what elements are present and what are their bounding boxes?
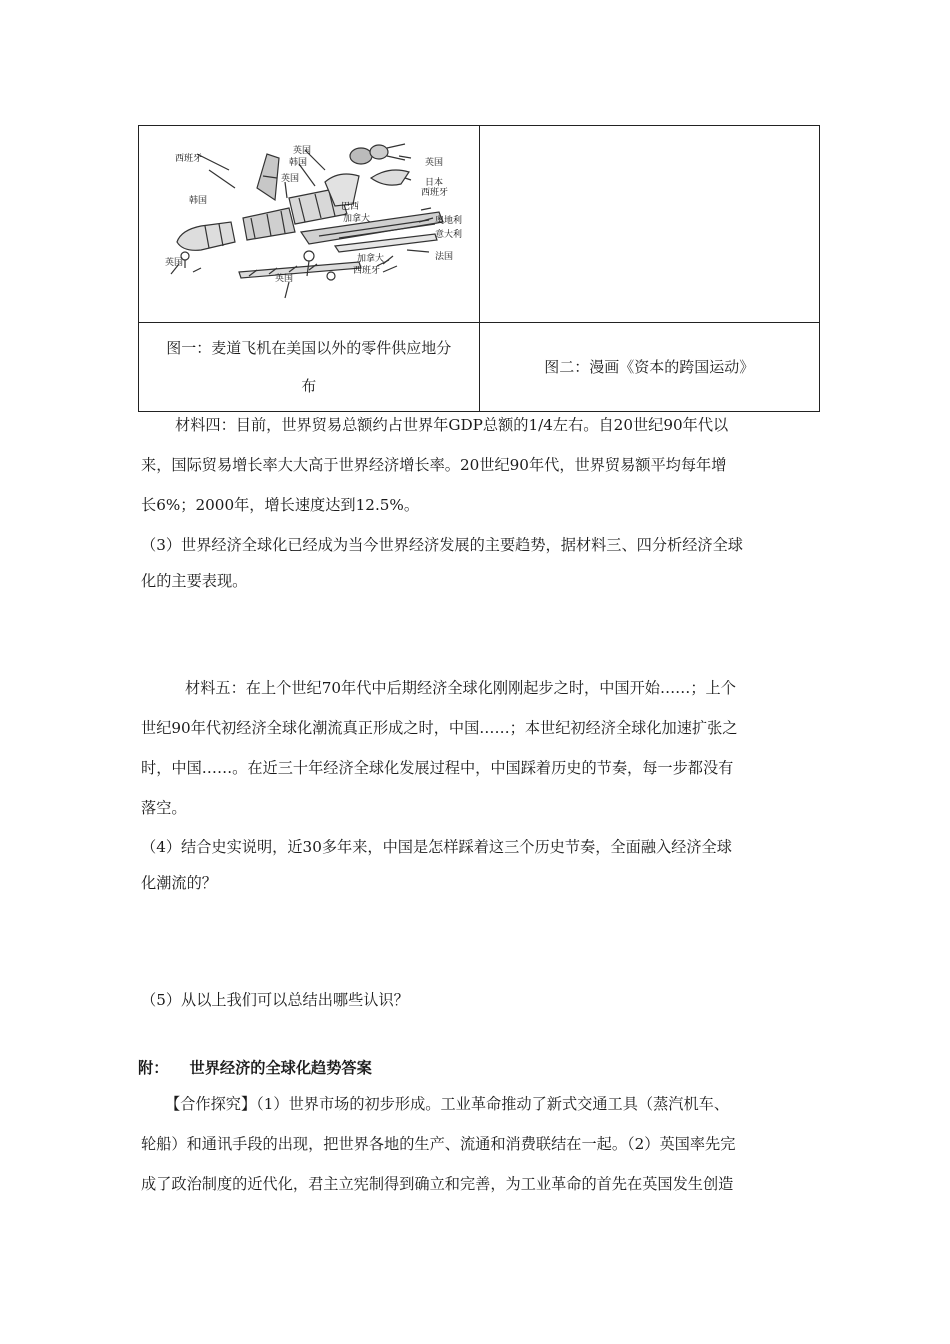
text-line: 时，中国……。在近三十年经济全球化发展过程中，中国踩着历史的节奏，每一步都没有 (141, 759, 734, 777)
text-line: 轮船）和通讯手段的出现，把世界各地的生产、流通和消费联结在一起。（2）英国率先完 (141, 1135, 736, 1153)
label-austria: 奥地利 (435, 216, 463, 226)
label-brazil: 巴西 (341, 202, 360, 212)
material-4-paragraph (141, 405, 811, 525)
label-japan: 日本 (425, 178, 444, 188)
label-korea: 韩国 (289, 158, 308, 168)
label-uk: 英国 (425, 158, 444, 168)
label-france: 法国 (435, 252, 454, 262)
figure-table (138, 125, 820, 412)
material-5-paragraph (141, 668, 811, 828)
text-line: 材料五：在上个世纪70年代中后期经济全球化刚刚起步之时，中国开始……；上个 (185, 679, 736, 697)
text-line: 世纪90年代初经济全球化潮流真正形成之时，中国……；本世纪初经济全球化加速扩张之 (141, 719, 738, 737)
text-line: （4）结合史实说明，近30多年来，中国是怎样踩着这三个历史节奏，全面融入经济全球 (141, 838, 732, 856)
text-line: 长6%；2000年，增长速度达到12.5%。 (141, 496, 420, 514)
figure-1-caption-line: 图一：麦道飞机在美国以外的零件供应地分 (166, 339, 452, 357)
figure-2-caption-text: 图二：漫画《资本的跨国运动》 (544, 358, 755, 376)
appendix-answers (141, 1084, 811, 1204)
label-canada: 加拿大 (357, 254, 385, 264)
label-uk: 英国 (165, 258, 184, 268)
label-spain: 西班牙 (421, 188, 449, 198)
figure-1-caption-line: 布 (301, 377, 317, 395)
text-line: 落空。 (141, 799, 187, 817)
question-3 (141, 527, 811, 599)
label-uk: 英国 (275, 274, 294, 284)
appendix-title (138, 1050, 808, 1086)
text-line: （5）从以上我们可以总结出哪些认识？ (141, 991, 409, 1009)
text-line: 成了政治制度的近代化，君主立宪制得到确立和完善，为工业革命的首先在英国发生创造 (141, 1175, 734, 1193)
text-line: 化的主要表现。 (141, 572, 248, 590)
text-line: 化潮流的？ (141, 874, 217, 892)
aircraft-parts-diagram (139, 126, 479, 322)
figure-2-caption (479, 323, 820, 412)
label-canada: 加拿大 (343, 214, 371, 224)
figure-2-image-cell (479, 126, 820, 323)
figure-1-caption (139, 323, 480, 412)
figure-1-image-cell (139, 126, 480, 323)
appendix-title-text: 附： 世界经济的全球化趋势答案 (138, 1059, 372, 1077)
text-line: 来，国际贸易增长率大大高于世界经济增长率。20世纪90年代，世界贸易额平均每年增 (141, 456, 727, 474)
question-5 (141, 982, 811, 1018)
label-spain: 西班牙 (353, 266, 381, 276)
text-line: （3）世界经济全球化已经成为当今世界经济发展的主要趋势，据材料三、四分析经济全球 (141, 536, 743, 554)
label-korea: 韩国 (189, 196, 208, 206)
label-uk: 英国 (293, 146, 312, 156)
label-uk: 英国 (281, 174, 300, 184)
label-spain: 西班牙 (175, 154, 203, 164)
text-line: 【合作探究】（1）世界市场的初步形成。工业革命推动了新式交通工具（蒸汽机车、 (165, 1095, 730, 1113)
label-italy: 意大利 (435, 230, 463, 240)
text-line: 材料四：目前，世界贸易总额约占世界年GDP总额的1/4左右。自20世纪90年代以 (175, 416, 729, 434)
question-4 (141, 829, 811, 901)
